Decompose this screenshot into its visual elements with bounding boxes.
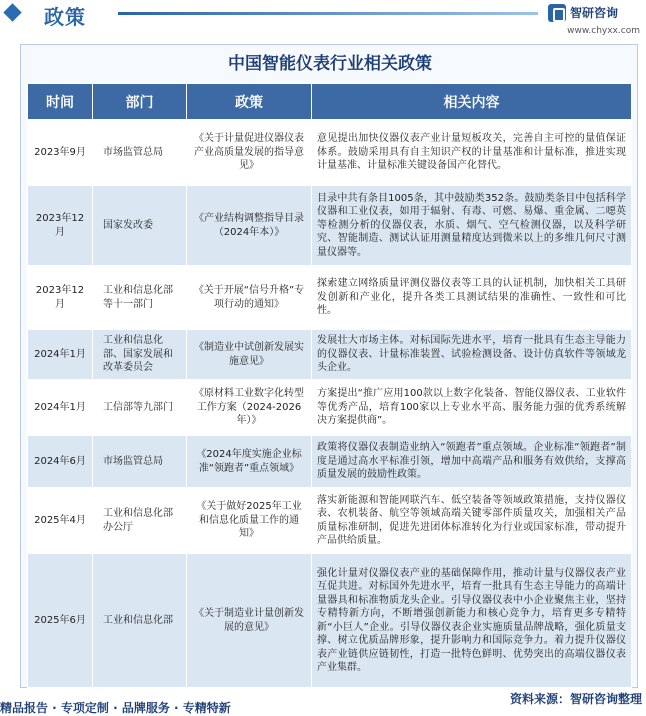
column-header-dept: 部门: [93, 84, 187, 120]
cell-dept: 工业和信息化部办公厅: [93, 488, 187, 554]
column-header-time: 时间: [28, 84, 93, 120]
cell-time: 2025年6月: [28, 554, 93, 688]
table-row: [28, 266, 632, 330]
footer-slogan: 精品报告 · 专项定制 · 品牌服务 · 专精特新: [0, 701, 231, 715]
cell-dept: 国家发改委: [93, 186, 187, 266]
cell-policy: 《制造业中试创新发展实施意见》: [187, 330, 312, 380]
cell-time: 2023年12月: [28, 186, 93, 266]
table-row: [28, 488, 632, 554]
cell-content: 发展壮大市场主体。对标国际先进水平，培育一批具有生态主导能力的仪器仪表、计量标准装置、试验检测设备、设计仿真软件等领域龙头企业。: [312, 330, 632, 380]
cell-dept: 工业和信息化部、国家发展和改革委员会: [93, 330, 187, 380]
column-header-policy: 政策: [187, 84, 312, 120]
cell-time: 2024年6月: [28, 436, 93, 488]
header-divider: [118, 12, 538, 15]
policy-table: [27, 83, 632, 688]
table-row: [28, 380, 632, 436]
cell-policy: 《关于制造业计量创新发展的意见》: [187, 554, 312, 688]
table-row: [28, 436, 632, 488]
cell-content: 目录中共有条目1005条，其中鼓励类352条。鼓励类条目中包括科学仪器和工业仪表，如用于辐射、有毒、可燃、易爆、重金属、二噁英等检测分析的仪器仪表，水质、烟气、空气检测仪器，以及科学研究、智能制造、测试认证用测量精度达到微米以上的多维几何尺寸测量仪器等。: [312, 186, 632, 266]
cell-content: 探索建立网络质量评测仪器仪表等工具的认证机制，加快相关工具研发创新和产业化，提升各类工具测试结果的准确性、一致性和可比性。: [312, 266, 632, 330]
cell-dept: 市场监管总局: [93, 120, 187, 186]
section-title: 政策: [44, 5, 86, 29]
cell-policy: 《关于计量促进仪器仪表产业高质量发展的指导意见》: [187, 120, 312, 186]
table-header-row: [28, 84, 632, 120]
page-title: 中国智能仪表行业相关政策: [228, 54, 432, 74]
table-row: [28, 554, 632, 688]
cell-dept: 工信部等九部门: [93, 380, 187, 436]
cell-policy: 《产业结构调整指导目录（2024年本）》: [187, 186, 312, 266]
table-row: [28, 330, 632, 380]
column-header-content: 相关内容: [312, 84, 632, 120]
logo-icon: [548, 4, 566, 22]
cell-policy: 《关于做好2025年工业和信息化质量工作的通知》: [187, 488, 312, 554]
cell-content: 意见提出加快仪器仪表产业计量短板攻关，完善自主可控的量值保证体系。鼓励采用具有自主知识产权的计量基准和计量标准，推进实现计量基准、计量标准关键设备国产化替代。: [312, 120, 632, 186]
cell-content: 强化计量对仪器仪表产业的基础保障作用，推动计量与仪器仪表产业互促共进。对标国外先进水平，培育一批具有生态主导能力的高端计量器具和标准物质龙头企业。引导仪器仪表中小企业聚焦主业，坚持专精特新方向，不断增强创新能力和核心竞争力，培育更多专精特新“小巨人”企业。引导仪器仪表企业实施质量品牌战略，强化质量支撑、树立优质品牌形象，提升影响力和国际竞争力。着力提升仪器仪表产业链供应链韧性，打造一批特色鲜明、优势突出的高端仪器仪表产业集群。: [312, 554, 632, 688]
cell-content: 方案提出“推广应用100款以上数字化装备、智能仪器仪表、工业软件等优秀产品，培育100家以上专业水平高、服务能力强的优秀系统解决方案提供商”。: [312, 380, 632, 436]
cell-time: 2023年12月: [28, 266, 93, 330]
cell-content: 政策将仪器仪表制造业纳入“领跑者”重点领域。企业标准“领跑者”制度是通过高水平标准引领，增加中高端产品和服务有效供给，支撑高质量发展的鼓励性政策。: [312, 436, 632, 488]
cell-time: 2024年1月: [28, 330, 93, 380]
logo-text: 智研咨询: [570, 6, 619, 20]
cell-policy: 《原材料工业数字化转型工作方案（2024-2026 年）》: [187, 380, 312, 436]
cell-policy: 《2024年度实施企业标准“领跑者”重点领域》: [187, 436, 312, 488]
brand-logo: [548, 2, 644, 24]
cell-dept: 市场监管总局: [93, 436, 187, 488]
cell-time: 2025年4月: [28, 488, 93, 554]
diamond-icon: [3, 3, 21, 21]
cell-policy: 《关于开展“信号升格”专项行动的通知》: [187, 266, 312, 330]
website-url: www.chyxx.com: [567, 26, 640, 36]
cell-dept: 工业和信息化部等十一部门: [93, 266, 187, 330]
cell-time: 2023年9月: [28, 120, 93, 186]
table-row: [28, 186, 632, 266]
cell-content: 落实新能源和智能网联汽车、低空装备等领域政策措施，支持仪器仪表、农机装备、航空等领域高端关键零部件质量攻关，加强相关产品质量标准研制，促进先进团体标准转化为行业或国家标准，带动提升产品供给质量。: [312, 488, 632, 554]
source-note: 资料来源：智研咨询整理: [509, 692, 642, 706]
policy-card: [20, 44, 638, 688]
table-row: [28, 120, 632, 186]
cell-time: 2024年1月: [28, 380, 93, 436]
cell-dept: 工业和信息化部: [93, 554, 187, 688]
